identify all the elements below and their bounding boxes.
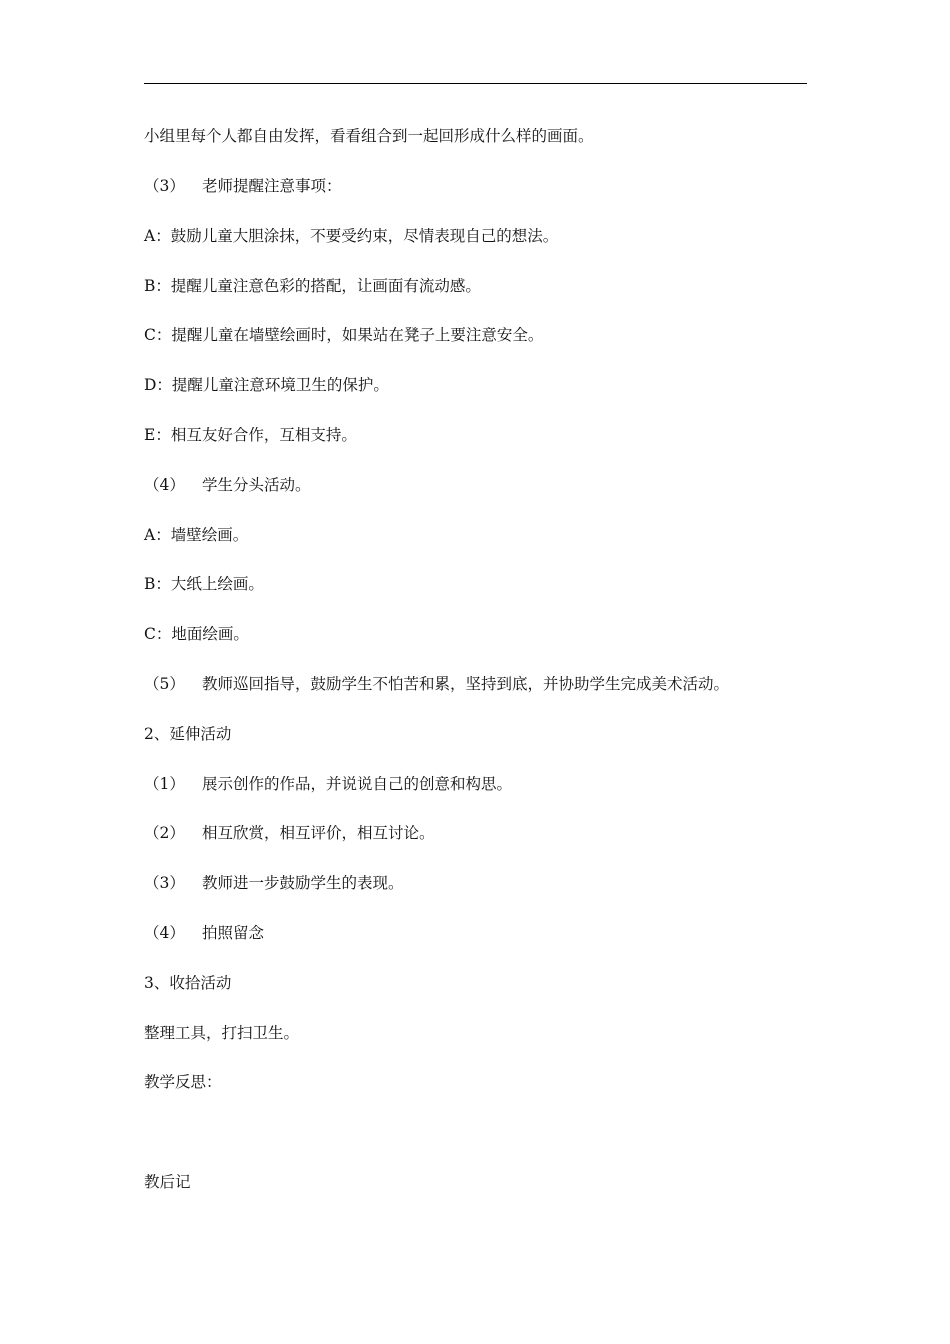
numbered-item: [144, 774, 512, 794]
reflection-heading: [144, 1072, 222, 1092]
paragraph-text: 小组里每个人都自由发挥，看看组合到一起回形成什么样的画面。: [144, 127, 594, 145]
item-number: （3）: [144, 874, 185, 892]
item-number: （3）: [144, 177, 185, 195]
paragraph: [144, 126, 594, 146]
item-text: 老师提醒注意事项：: [202, 177, 342, 195]
item-text: 相互欣赏，相互评价，相互讨论。: [202, 824, 435, 842]
section-heading: [144, 973, 231, 993]
numbered-item: [144, 475, 311, 495]
section-heading-text: 2、延伸活动: [144, 725, 232, 743]
section-heading: [144, 724, 231, 744]
paragraph-text: 整理工具，打扫卫生。: [144, 1024, 300, 1042]
item-number: （5）: [144, 675, 185, 693]
numbered-item: [144, 674, 729, 694]
numbered-item: [144, 923, 264, 943]
paragraph-text: B：大纸上绘画。: [144, 575, 264, 593]
paragraph: [144, 1023, 299, 1043]
item-number: （4）: [144, 476, 185, 494]
paragraph: [144, 574, 264, 594]
item-number: （2）: [144, 824, 185, 842]
numbered-item: [144, 176, 342, 196]
paragraph-text: A：鼓励儿童大胆涂抹，不要受约束，尽情表现自己的想法。: [144, 227, 559, 245]
item-number: （1）: [144, 775, 185, 793]
paragraph: [144, 375, 389, 395]
paragraph-text: D：提醒儿童注意环境卫生的保护。: [144, 376, 389, 394]
paragraph-text: C：提醒儿童在墙壁绘画时，如果站在凳子上要注意安全。: [144, 326, 544, 344]
paragraph: [144, 425, 357, 445]
postscript-heading-text: 教后记: [144, 1173, 191, 1191]
paragraph: [144, 325, 543, 345]
paragraph: [144, 525, 248, 545]
item-text: 教师进一步鼓励学生的表现。: [202, 874, 404, 892]
header-rule: [144, 83, 807, 84]
paragraph-text: E：相互友好合作，互相支持。: [144, 426, 357, 444]
postscript-heading: [144, 1172, 191, 1192]
numbered-item: [144, 873, 404, 893]
paragraph-text: B：提醒儿童注意色彩的搭配，让画面有流动感。: [144, 277, 481, 295]
item-number: （4）: [144, 924, 185, 942]
section-heading-text: 3、收拾活动: [144, 974, 232, 992]
paragraph-text: A：墙壁绘画。: [144, 526, 249, 544]
paragraph-text: C：地面绘画。: [144, 625, 249, 643]
item-text: 展示创作的作品，并说说自己的创意和构思。: [202, 775, 513, 793]
paragraph: [144, 624, 249, 644]
item-text: 教师巡回指导，鼓励学生不怕苦和累，坚持到底，并协助学生完成美术活动。: [202, 675, 730, 693]
reflection-heading-text: 教学反思：: [144, 1073, 222, 1091]
item-text: 拍照留念: [202, 924, 265, 942]
item-text: 学生分头活动。: [202, 476, 311, 494]
paragraph: [144, 226, 558, 246]
paragraph: [144, 276, 481, 296]
numbered-item: [144, 823, 435, 843]
